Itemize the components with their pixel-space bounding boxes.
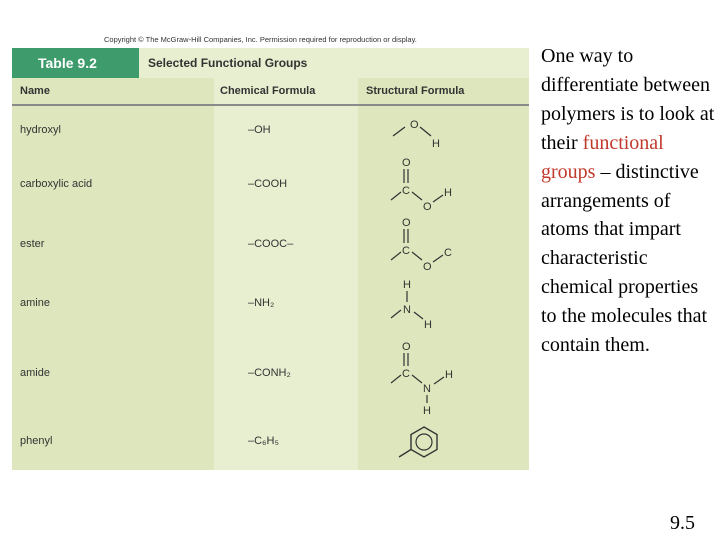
chemical-formula: –C₆H₅ xyxy=(248,435,279,447)
ester-structure xyxy=(387,216,487,282)
atom-o: O xyxy=(423,261,432,273)
group-name: carboxylic acid xyxy=(20,178,93,190)
group-name: amide xyxy=(20,367,50,379)
body-text-intro: One way to differentiate between polymers is to look at their xyxy=(541,45,715,154)
table-title: Selected Functional Groups xyxy=(148,56,308,70)
header-name: Name xyxy=(20,85,50,97)
atom-c: C xyxy=(402,245,410,257)
atom-h: H xyxy=(424,319,432,331)
atom-n: N xyxy=(403,304,411,316)
table-row xyxy=(12,279,529,346)
group-name: hydroxyl xyxy=(20,124,61,136)
atom-h: H xyxy=(445,369,453,381)
atom-h: H xyxy=(432,138,440,150)
chemical-formula: –COOC– xyxy=(248,238,294,250)
amine-structure xyxy=(387,278,487,344)
atom-c: C xyxy=(402,368,410,380)
carboxylic-acid-structure xyxy=(387,156,487,222)
amide-structure xyxy=(387,340,487,416)
header-chemical-formula: Chemical Formula xyxy=(220,85,316,97)
table-header-row xyxy=(12,78,529,105)
body-text-rest: – distinctive arrangements of atoms that impart characteristic chemical properties to the molecules that contain them. xyxy=(541,160,708,357)
atom-h: H xyxy=(423,405,431,416)
group-name: amine xyxy=(20,297,50,309)
highlighted-term: functional groups xyxy=(541,131,664,183)
atom-o: O xyxy=(423,201,432,213)
atom-o: O xyxy=(410,119,419,131)
chemical-formula: –OH xyxy=(248,124,271,136)
table-title-bar xyxy=(12,48,529,78)
atom-h: H xyxy=(403,279,411,291)
atom-o: O xyxy=(402,157,411,169)
benzene-ring-icon xyxy=(387,423,447,469)
table-row xyxy=(12,421,529,470)
functional-groups-table xyxy=(12,48,529,470)
slide-body-text xyxy=(541,42,716,360)
atom-c: C xyxy=(444,247,452,259)
atom-o: O xyxy=(402,217,411,229)
chemical-formula: –COOH xyxy=(248,178,288,190)
table-row xyxy=(12,217,529,286)
atom-c: C xyxy=(402,185,410,197)
copyright-notice: Copyright © The McGraw-Hill Companies, Inc. Permission required for reproduction or display. xyxy=(104,35,417,44)
atom-n: N xyxy=(423,383,431,395)
slide-number: 9.5 xyxy=(670,512,695,534)
group-name: phenyl xyxy=(20,435,53,447)
chemical-formula: –CONH₂ xyxy=(248,367,291,379)
atom-o: O xyxy=(402,341,411,353)
table-row xyxy=(12,341,529,421)
chemical-formula: –NH₂ xyxy=(248,297,275,309)
table-number: Table 9.2 xyxy=(12,48,139,78)
header-structural-formula: Structural Formula xyxy=(366,85,465,97)
atom-h: H xyxy=(444,187,452,199)
group-name: ester xyxy=(20,238,45,250)
